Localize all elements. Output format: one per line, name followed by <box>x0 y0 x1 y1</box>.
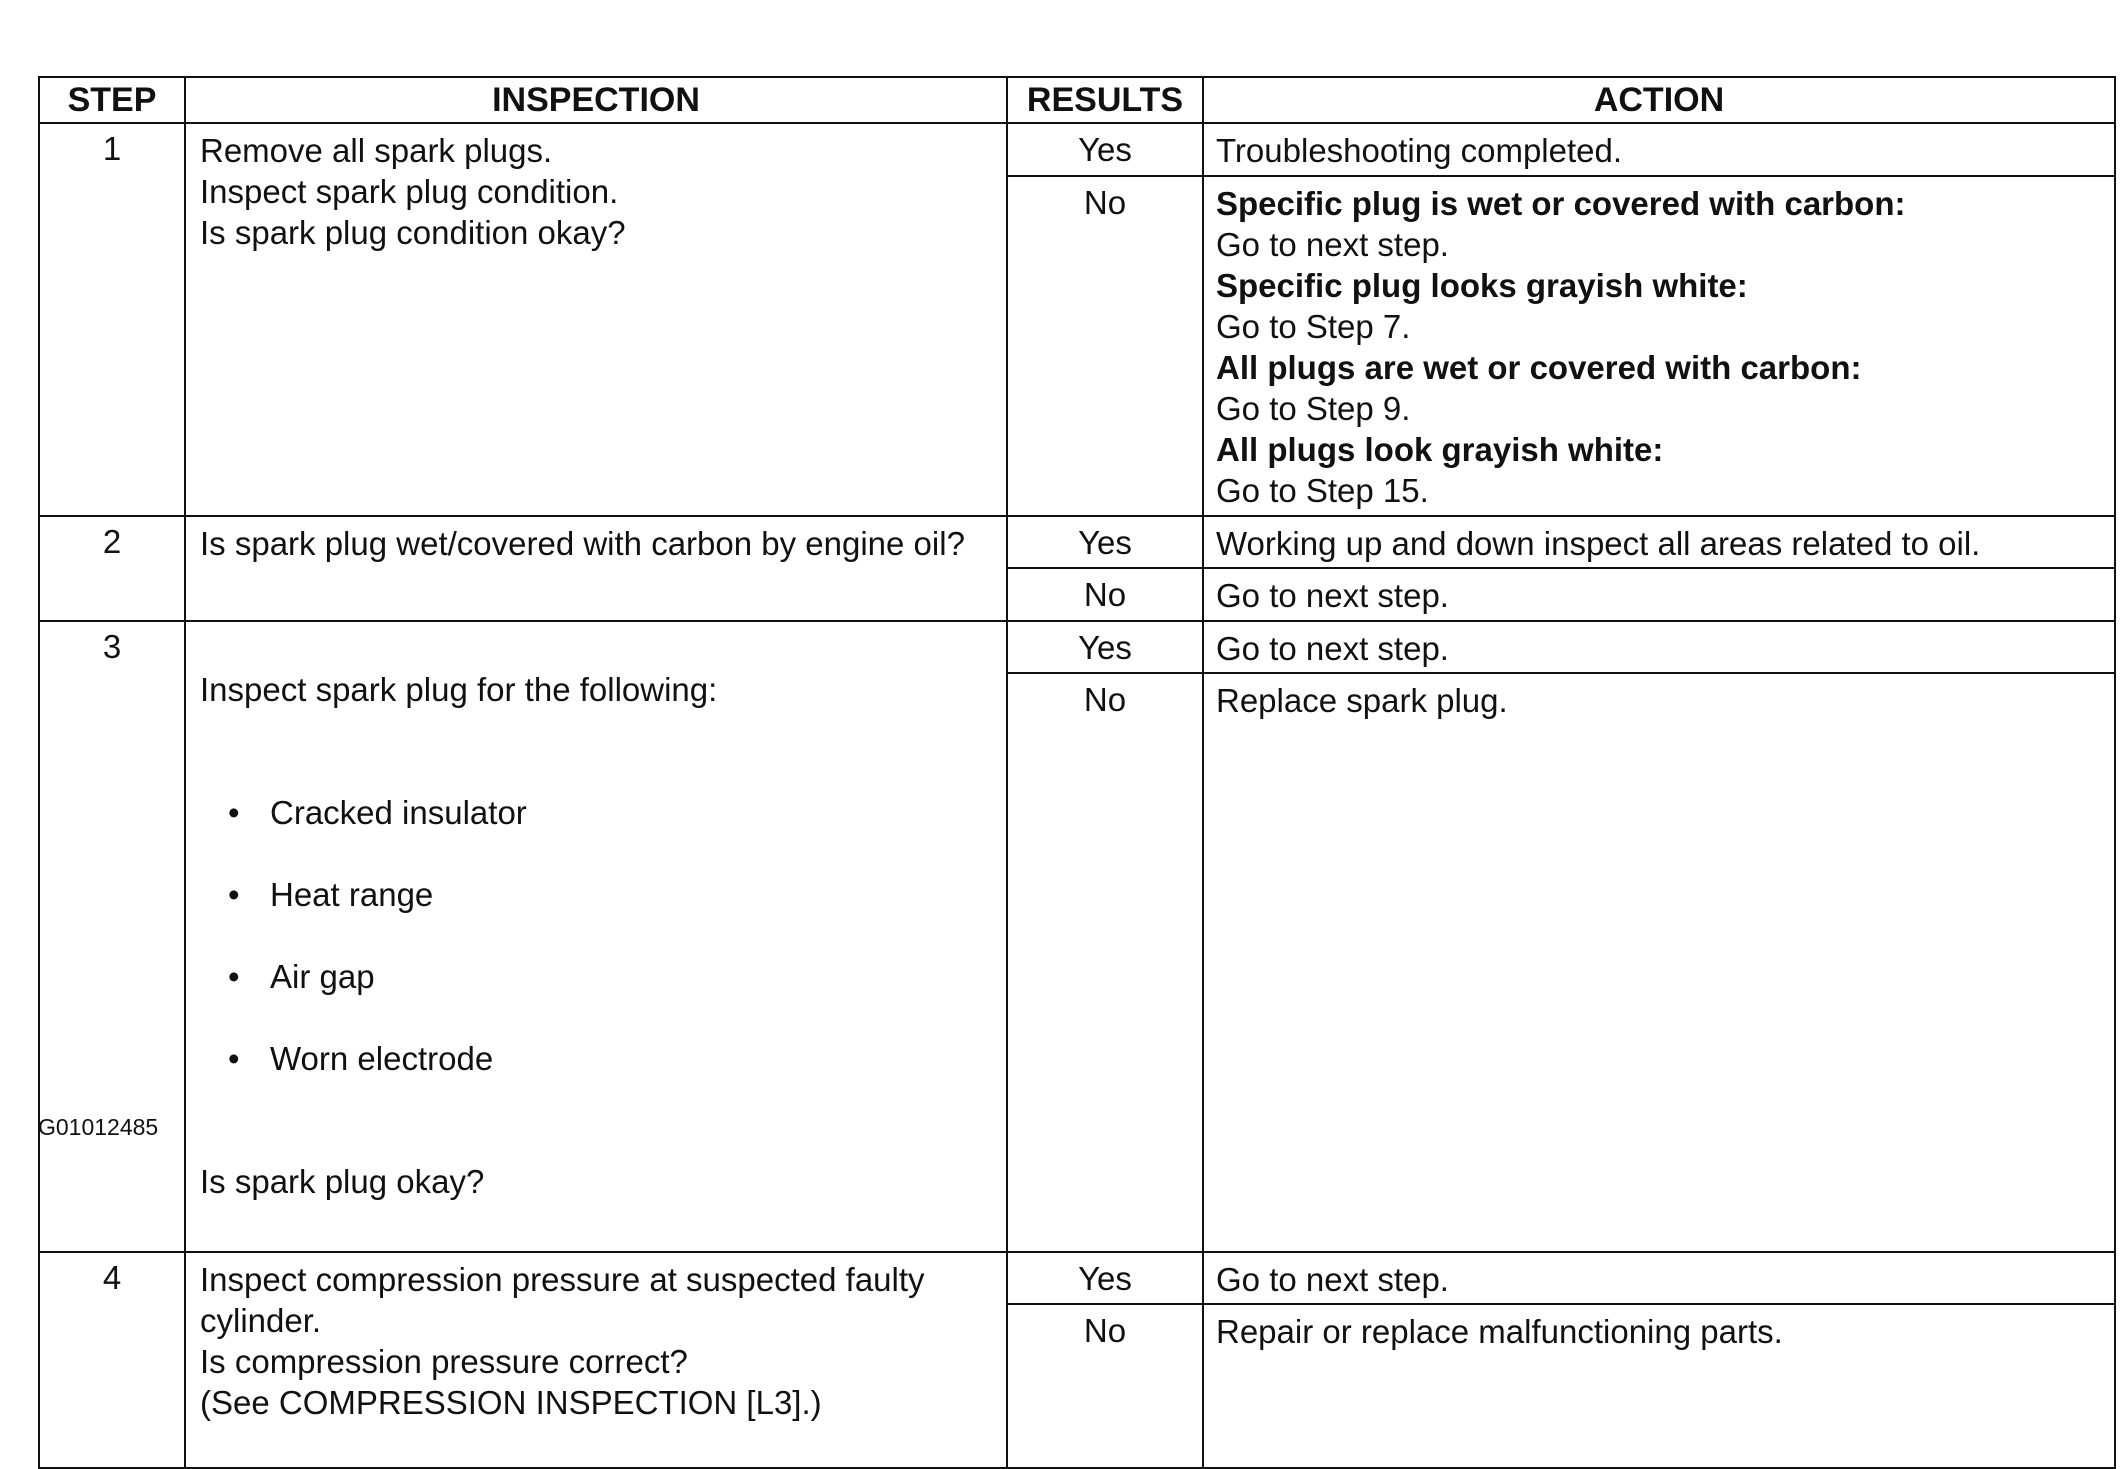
condition-label: Specific plug looks grayish white: <box>1216 267 1748 304</box>
step-cell <box>39 516 185 621</box>
inspection-text: Inspect compression pressure at suspected faulty cylinder. Is compression pressure correct? (See COMPRESSION INSPECTION [L3].) <box>200 1261 925 1421</box>
result-no: No <box>1083 681 1127 718</box>
action-yes: Go to next step. <box>1204 1253 2114 1305</box>
result-yes: Yes <box>1008 517 1202 569</box>
condition-label: Specific plug is wet or covered with carbon: <box>1216 185 1906 222</box>
step-number: 1 <box>102 130 122 167</box>
condition-label: All plugs look grayish white: <box>1216 431 1664 468</box>
inspection-question: Is spark plug okay? <box>200 1163 485 1200</box>
header-action: ACTION <box>1203 77 2115 123</box>
result-no: No <box>1083 576 1127 613</box>
inspection-cell <box>185 1252 1007 1468</box>
inspection-cell <box>185 123 1007 516</box>
condition-action: Go to Step 9. <box>1216 390 1411 427</box>
action-cell <box>1203 123 2115 516</box>
action-cell <box>1203 1252 2115 1468</box>
diagnostic-table-container <box>38 76 2114 1469</box>
table-row-step-2 <box>39 516 2115 621</box>
table-header-row <box>39 77 2115 123</box>
list-item: • Worn electrode <box>270 1038 992 1079</box>
action-yes: Working up and down inspect all areas related to oil. <box>1204 517 2114 569</box>
inspection-cell <box>185 621 1007 1252</box>
result-yes: Yes <box>1008 1253 1202 1305</box>
action-no <box>1204 177 2114 515</box>
step-cell <box>39 123 185 516</box>
header-results: RESULTS <box>1007 77 1203 123</box>
step-cell <box>39 621 185 1252</box>
result-no: No <box>1083 1312 1127 1349</box>
table-row-step-4 <box>39 1252 2115 1468</box>
results-cell <box>1007 123 1203 516</box>
action-cell <box>1203 621 2115 1252</box>
step-number: 2 <box>102 523 122 560</box>
inspection-text <box>186 622 1006 1251</box>
list-item: • Heat range <box>270 874 992 915</box>
condition-action: Go to Step 7. <box>1216 308 1411 345</box>
inspection-cell <box>185 516 1007 621</box>
header-step: STEP <box>39 77 185 123</box>
condition-label: All plugs are wet or covered with carbon: <box>1216 349 1862 386</box>
diagnostic-table <box>38 76 2116 1469</box>
table-row-step-3 <box>39 621 2115 1252</box>
inspection-list <box>200 751 992 1120</box>
action-no: Replace spark plug. <box>1216 682 1508 719</box>
figure-id: G01012485 <box>38 1114 159 1140</box>
step-cell <box>39 1252 185 1468</box>
table-row-step-1 <box>39 123 2115 516</box>
result-yes: Yes <box>1008 124 1202 177</box>
list-item: • Cracked insulator <box>270 792 992 833</box>
condition-action: Go to Step 15. <box>1216 472 1429 509</box>
action-no: Repair or replace malfunctioning parts. <box>1216 1313 1783 1350</box>
action-cell <box>1203 516 2115 621</box>
step-number: 4 <box>102 1259 122 1296</box>
list-item: • Air gap <box>270 956 992 997</box>
step-number: 3 <box>102 628 122 665</box>
action-yes: Go to next step. <box>1204 622 2114 674</box>
condition-action: Go to next step. <box>1216 226 1449 263</box>
action-no: Go to next step. <box>1216 577 1449 614</box>
action-yes: Troubleshooting completed. <box>1204 124 2114 177</box>
results-cell <box>1007 516 1203 621</box>
result-yes: Yes <box>1008 622 1202 674</box>
result-no: No <box>1083 184 1127 221</box>
inspection-intro: Inspect spark plug for the following: <box>200 671 718 708</box>
inspection-text: Is spark plug wet/covered with carbon by engine oil? <box>200 525 965 562</box>
inspection-text: Remove all spark plugs. Inspect spark plug condition. Is spark plug condition okay? <box>200 132 626 251</box>
results-cell <box>1007 1252 1203 1468</box>
header-inspection: INSPECTION <box>185 77 1007 123</box>
results-cell <box>1007 621 1203 1252</box>
